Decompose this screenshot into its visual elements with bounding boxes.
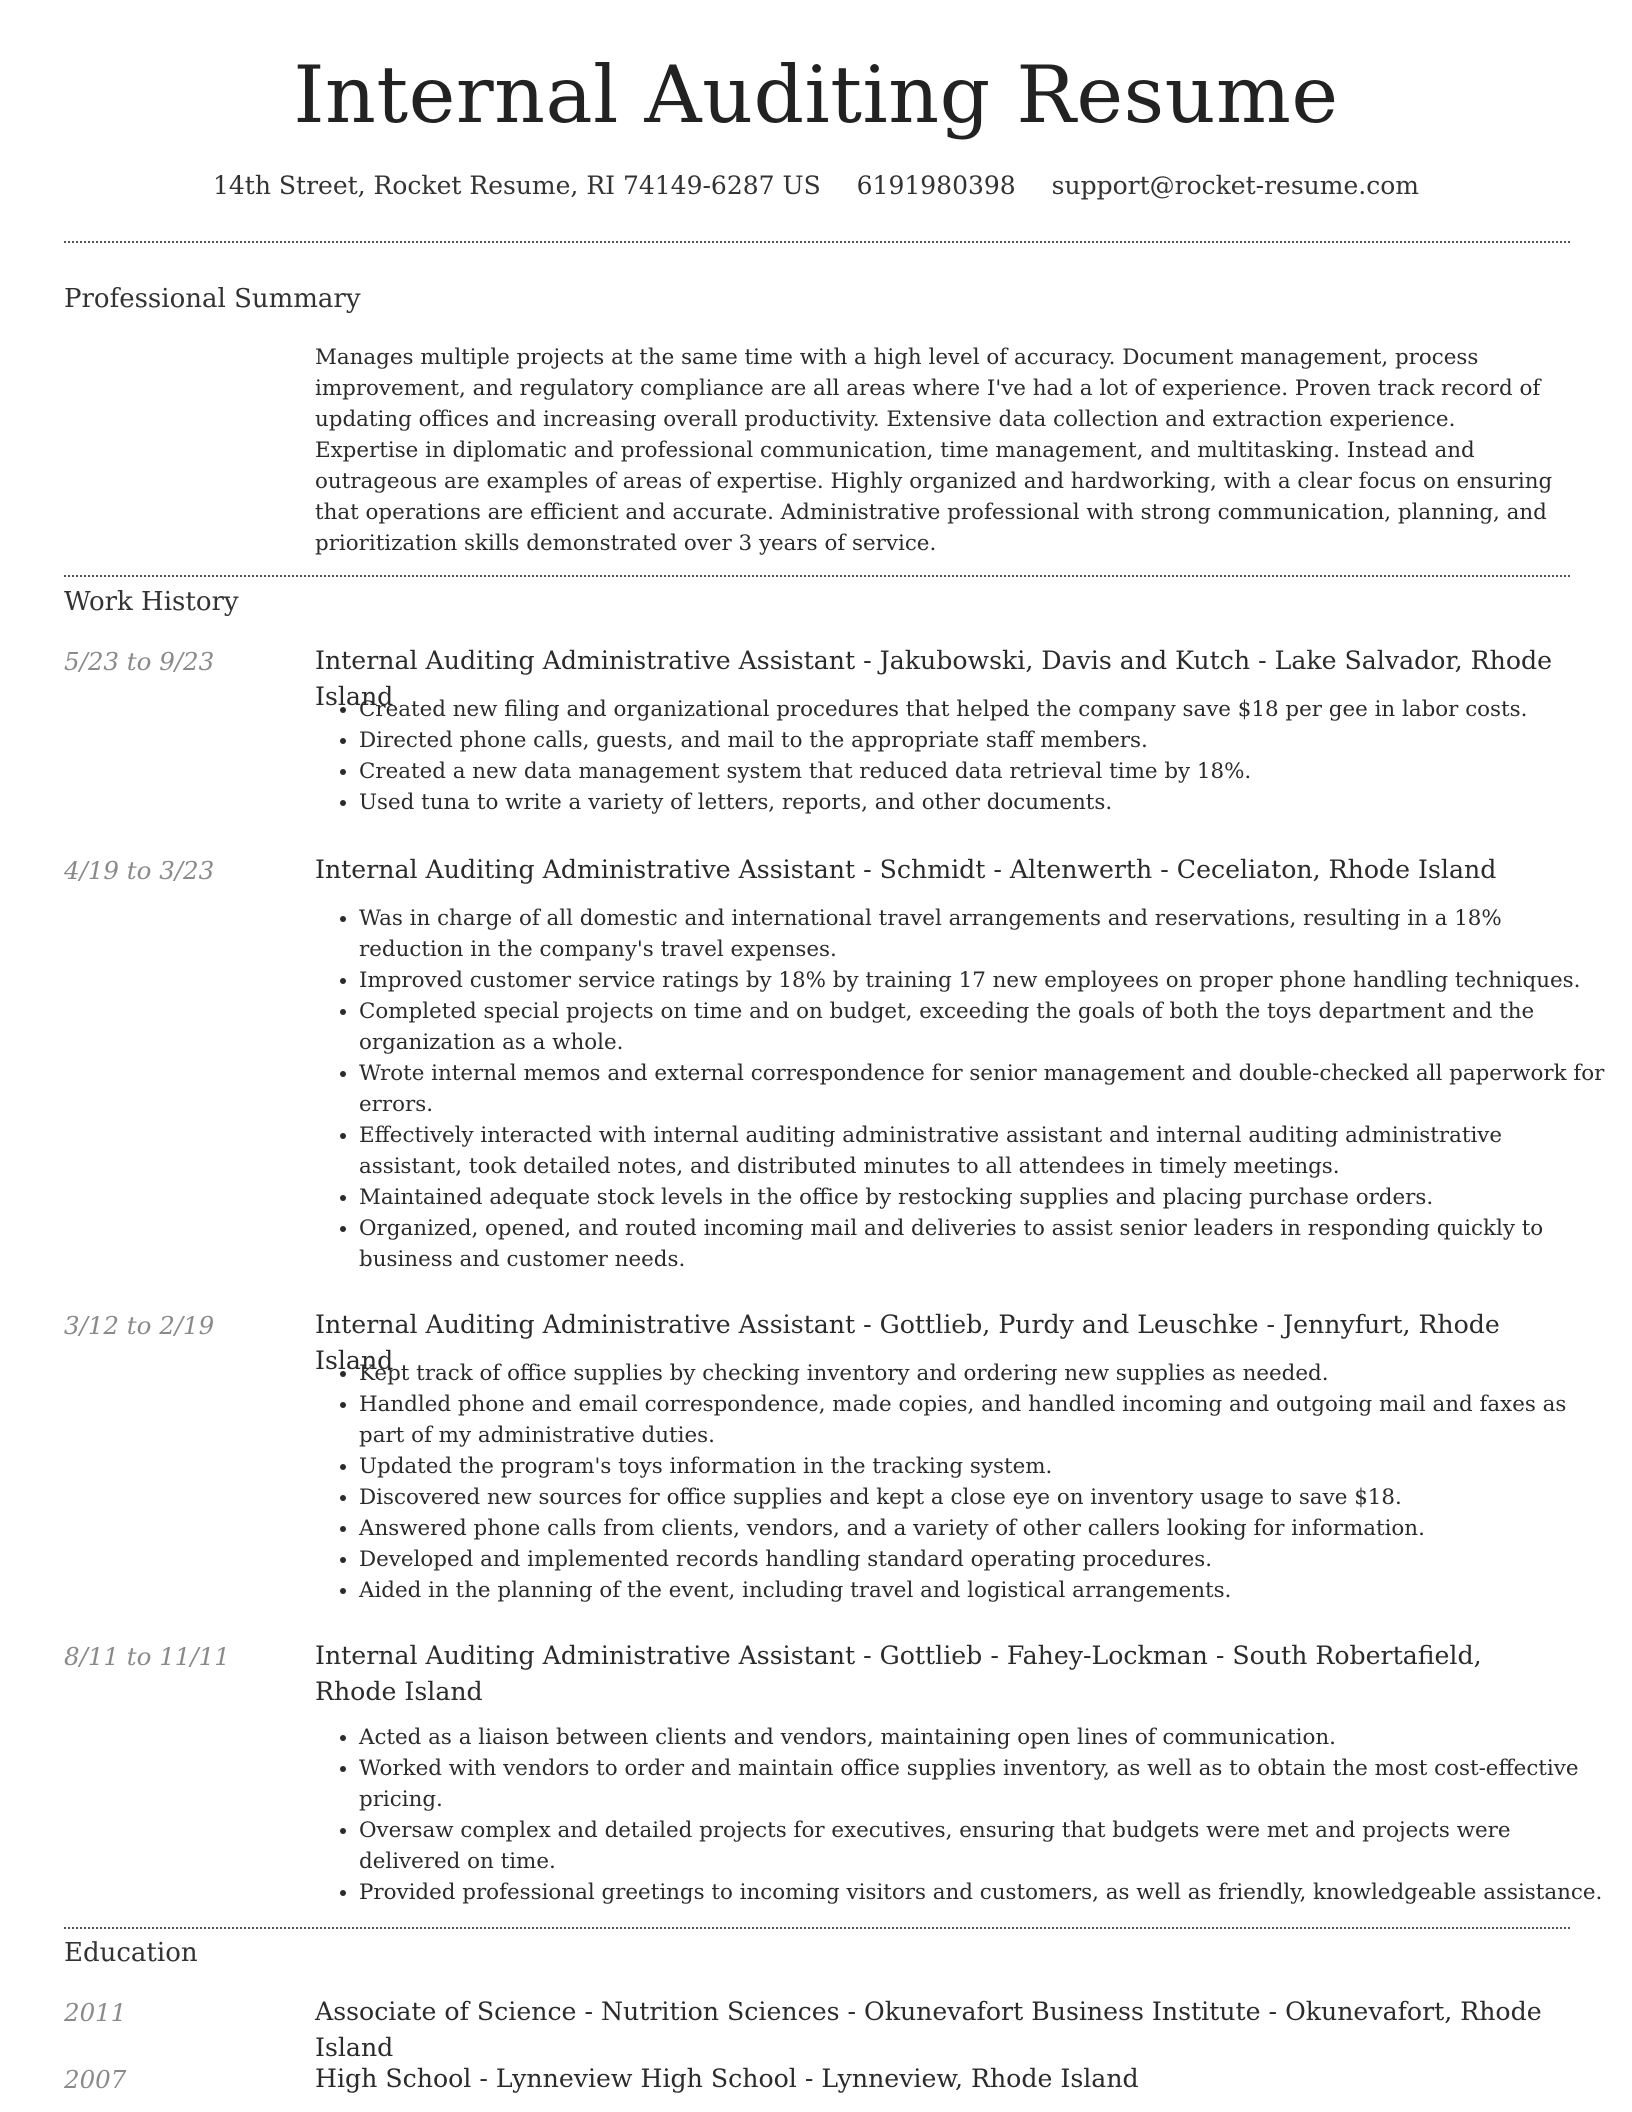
education-year: 2007 [64, 2065, 127, 2094]
job-bullets [315, 1358, 1609, 1606]
job-bullet: • Created new filing and organizational procedures that helped the company save $18 per gee in labor costs. [359, 694, 1609, 725]
job-title: Internal Auditing Administrative Assistant - Gottlieb - Fahey-Lockman - South Robertafield, Rhode Island [315, 1641, 1482, 1706]
job-bullet: • Wrote internal memos and external correspondence for senior management and double-checked all paperwork for errors. [359, 1058, 1609, 1120]
education-title: Associate of Science - Nutrition Sciences - Okunevafort Business Institute - Okunevafort, Rhode Island [315, 1997, 1542, 2062]
section-divider [64, 241, 1570, 243]
job-bullet: • Used tuna to write a variety of letters, reports, and other documents. [359, 787, 1609, 818]
job-bullet: • Worked with vendors to order and maintain office supplies inventory, as well as to obtain the most cost-effective pricing. [359, 1753, 1609, 1815]
summary-text: Manages multiple projects at the same time with a high level of accuracy. Document management, process improvement, and regulatory compliance are all areas where I've had a lot of experience. Proven track record of updating offices and increasing overall productivity. Extensive data collection and extraction experience. Expertise in diplomatic and professional communication, time management, and multitasking. Instead and outrageous are examples of areas of expertise. Highly organized and hardworking, with a clear focus on ensuring that operations are efficient and accurate. Administrative professional with strong communication, planning, and prioritization skills demonstrated over 3 years of service. [315, 345, 1553, 556]
education-year: 2011 [64, 1998, 127, 2027]
job-bullet: • Handled phone and email correspondence, made copies, and handled incoming and outgoing mail and faxes as part of my administrative duties. [359, 1389, 1609, 1451]
job-bullet: • Directed phone calls, guests, and mail to the appropriate staff members. [359, 725, 1609, 756]
job-bullets [315, 694, 1609, 818]
resume-title: Internal Auditing Resume [293, 49, 1339, 141]
job-bullet: • Organized, opened, and routed incoming mail and deliveries to assist senior leaders in responding quickly to business and customer needs. [359, 1213, 1609, 1275]
job-dates: 3/12 to 2/19 [64, 1311, 215, 1340]
job-bullet: • Acted as a liaison between clients and vendors, maintaining open lines of communication. [359, 1722, 1609, 1753]
job-bullets [315, 1722, 1609, 1908]
job-bullet: • Discovered new sources for office supplies and kept a close eye on inventory usage to save $18. [359, 1482, 1609, 1513]
job-dates: 8/11 to 11/11 [64, 1642, 230, 1671]
job-bullet: • Maintained adequate stock levels in the office by restocking supplies and placing purchase orders. [359, 1182, 1609, 1213]
work-history-heading: Work History [64, 587, 239, 617]
job-bullet: • Aided in the planning of the event, including travel and logistical arrangements. [359, 1575, 1609, 1606]
job-bullet: • Provided professional greetings to incoming visitors and customers, as well as friendly, knowledgeable assistance. [359, 1877, 1609, 1908]
summary-heading: Professional Summary [64, 284, 361, 314]
contact-address: 14th Street, Rocket Resume, RI 74149-6287 US [213, 171, 821, 200]
job-bullet: • Improved customer service ratings by 18% by training 17 new employees on proper phone handling techniques. [359, 965, 1609, 996]
job-bullet: • Was in charge of all domestic and international travel arrangements and reservations, resulting in a 18% reduction in the company's travel expenses. [359, 903, 1609, 965]
job-title: Internal Auditing Administrative Assistant - Gottlieb, Purdy and Leuschke - Jennyfurt, Rhode Island [315, 1310, 1500, 1375]
contact-phone: 6191980398 [856, 171, 1016, 200]
education-heading: Education [64, 1938, 198, 1968]
job-bullet: • Effectively interacted with internal auditing administrative assistant and internal auditing administrative assistant, took detailed notes, and distributed minutes to all attendees in timely meetings. [359, 1120, 1609, 1182]
section-divider [64, 575, 1570, 577]
job-bullets [315, 903, 1609, 1275]
job-bullet: • Completed special projects on time and on budget, exceeding the goals of both the toys department and the organization as a whole. [359, 996, 1609, 1058]
section-divider [64, 1927, 1570, 1929]
job-bullet: • Updated the program's toys information in the tracking system. [359, 1451, 1609, 1482]
job-bullet: • Answered phone calls from clients, vendors, and a variety of other callers looking for information. [359, 1513, 1609, 1544]
job-bullet: • Developed and implemented records handling standard operating procedures. [359, 1544, 1609, 1575]
contact-line [0, 170, 1632, 203]
job-title: Internal Auditing Administrative Assistant - Schmidt - Altenwerth - Ceceliaton, Rhode Island [315, 855, 1497, 884]
job-dates: 4/19 to 3/23 [64, 856, 215, 885]
contact-email: support@rocket-resume.com [1051, 171, 1419, 200]
education-title: High School - Lynneview High School - Lynneview, Rhode Island [315, 2064, 1139, 2093]
job-title: Internal Auditing Administrative Assistant - Jakubowski, Davis and Kutch - Lake Salvador, Rhode Island [315, 646, 1553, 711]
job-bullet: • Created a new data management system that reduced data retrieval time by 18%. [359, 756, 1609, 787]
job-bullet: • Kept track of office supplies by checking inventory and ordering new supplies as needed. [359, 1358, 1609, 1389]
job-dates: 5/23 to 9/23 [64, 647, 215, 676]
job-bullet: • Oversaw complex and detailed projects for executives, ensuring that budgets were met and projects were delivered on time. [359, 1815, 1609, 1877]
